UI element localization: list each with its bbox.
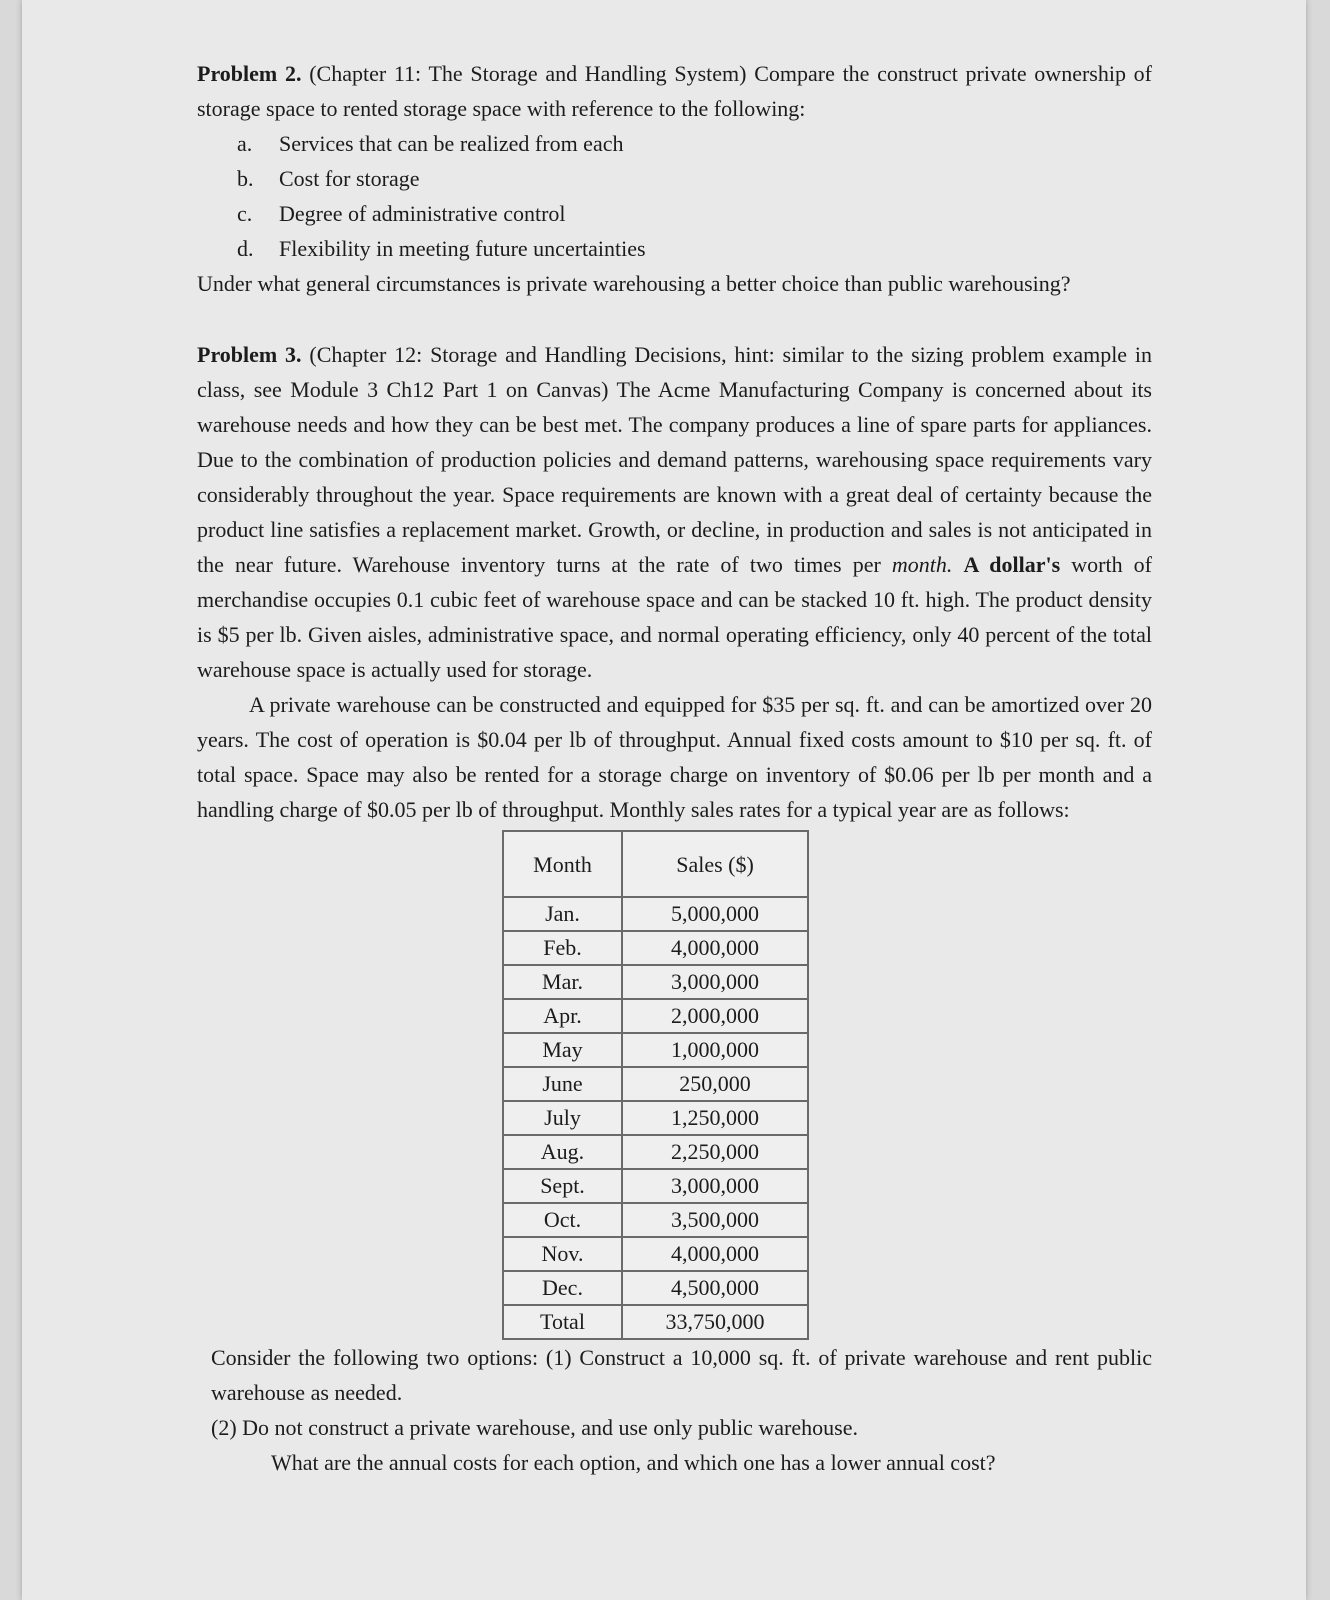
problem-2-question: Under what general circumstances is private warehousing a better choice than public warehousing? — [197, 271, 1071, 296]
table-row — [503, 1305, 808, 1339]
list-item-text: Cost for storage — [279, 166, 420, 191]
sales-cell: 5,000,000 — [622, 897, 808, 931]
sales-cell: 2,000,000 — [622, 999, 808, 1033]
problem-2-text: (Chapter 11: The Storage and Handling System) Compare the construct private ownership of storage space to rented storage space with reference to the following: — [197, 61, 1153, 121]
problem-3-emphasis: month. — [891, 552, 953, 577]
month-cell: Apr. — [503, 999, 622, 1033]
list-marker: c. — [237, 201, 253, 226]
month-cell: July — [503, 1101, 622, 1135]
list-item-text: Services that can be realized from each — [279, 131, 624, 156]
table-header-row — [503, 831, 808, 897]
sales-table-body — [503, 897, 808, 1339]
table-row — [503, 931, 808, 965]
list-item-text: Degree of administrative control — [279, 201, 566, 226]
column-header-month: Month — [503, 831, 622, 897]
sales-table — [502, 830, 809, 1340]
sales-cell: 3,000,000 — [622, 965, 808, 999]
month-cell: Jan. — [503, 897, 622, 931]
problem-3-paragraph-1 — [197, 337, 1152, 687]
problem-2-list — [197, 126, 1152, 266]
list-marker: a. — [237, 131, 253, 156]
sales-cell: 250,000 — [622, 1067, 808, 1101]
list-marker: b. — [237, 166, 254, 191]
table-row — [503, 1169, 808, 1203]
problem-3-paragraph-2: A private warehouse can be constructed and equipped for $35 per sq. ft. and can be amortized over 20 years. The cost of operation is $0.04 per lb of throughput. Annual fixed costs amount to $10 per sq. ft. of total space. Space may also be rented for a storage charge on inventory of $0.06 per lb per month and a handling charge of $0.05 per lb of throughput. Monthly sales rates for a typical year are as follows: — [197, 692, 1152, 822]
problem-3-text-a: (Chapter 12: Storage and Handling Decisions, hint: similar to the sizing problem example in class, see Module 3 Ch12 Part 1 on Canvas) The Acme Manufacturing Company is concerned about its warehouse needs and how they can be best met. The company produces a line of spare parts for appliances. Due to the combination of production policies and demand patterns, warehousing space requirements vary considerably throughout the year. Space requirements are known with a great deal of certainty because the product line satisfies a replacement market. Growth, or decline, in production and sales is not anticipated in the near future. Warehouse inventory turns at the rate of two times per — [197, 342, 1152, 577]
sales-cell: 3,500,000 — [622, 1203, 808, 1237]
sales-cell: 2,250,000 — [622, 1135, 808, 1169]
sales-cell: 33,750,000 — [622, 1305, 808, 1339]
month-cell: Aug. — [503, 1135, 622, 1169]
month-cell: Total — [503, 1305, 622, 1339]
sales-cell: 3,000,000 — [622, 1169, 808, 1203]
document-page — [22, 0, 1306, 1600]
document-content — [197, 56, 1152, 1480]
sales-cell: 4,500,000 — [622, 1271, 808, 1305]
list-item-text: Flexibility in meeting future uncertainties — [279, 236, 646, 261]
month-cell: May — [503, 1033, 622, 1067]
table-row — [503, 1101, 808, 1135]
table-row — [503, 1067, 808, 1101]
table-row — [503, 999, 808, 1033]
sales-cell: 4,000,000 — [622, 1237, 808, 1271]
month-cell: Mar. — [503, 965, 622, 999]
list-marker: d. — [237, 236, 254, 261]
month-cell: Sept. — [503, 1169, 622, 1203]
month-cell: June — [503, 1067, 622, 1101]
problem-3-text-b: worth of merchandise occupies 0.1 cubic feet of warehouse space and can be stacked 10 ft. high. The product density is $5 per lb. Given aisles, administrative space, and normal operating efficiency, only 40 percent of the total warehouse space is actually used for storage. — [197, 552, 1152, 682]
problem-2-heading: Problem 2. — [197, 61, 302, 86]
table-row — [503, 1203, 808, 1237]
month-cell: Feb. — [503, 931, 622, 965]
list-item — [197, 196, 1152, 231]
month-cell: Dec. — [503, 1271, 622, 1305]
problem-2-intro — [197, 56, 1152, 126]
column-header-sales: Sales ($) — [622, 831, 808, 897]
sales-cell: 1,250,000 — [622, 1101, 808, 1135]
table-row — [503, 1135, 808, 1169]
list-item — [197, 231, 1152, 266]
sales-cell: 4,000,000 — [622, 931, 808, 965]
month-cell: Oct. — [503, 1203, 622, 1237]
list-item — [197, 126, 1152, 161]
table-row — [503, 1237, 808, 1271]
option-1-text: Consider the following two options: (1) Construct a 10,000 sq. ft. of private warehouse and rent public warehouse as needed. — [211, 1345, 1152, 1405]
table-row — [503, 965, 808, 999]
table-row — [503, 1271, 808, 1305]
final-question: What are the annual costs for each option, and which one has a lower annual cost? — [271, 1450, 996, 1475]
sales-cell: 1,000,000 — [622, 1033, 808, 1067]
table-row — [503, 1033, 808, 1067]
problem-3-heading: Problem 3. — [197, 342, 302, 367]
table-row — [503, 897, 808, 931]
list-item — [197, 161, 1152, 196]
problem-3-bold: A dollar's — [963, 552, 1061, 577]
month-cell: Nov. — [503, 1237, 622, 1271]
option-2-text: (2) Do not construct a private warehouse, and use only public warehouse. — [211, 1415, 858, 1440]
